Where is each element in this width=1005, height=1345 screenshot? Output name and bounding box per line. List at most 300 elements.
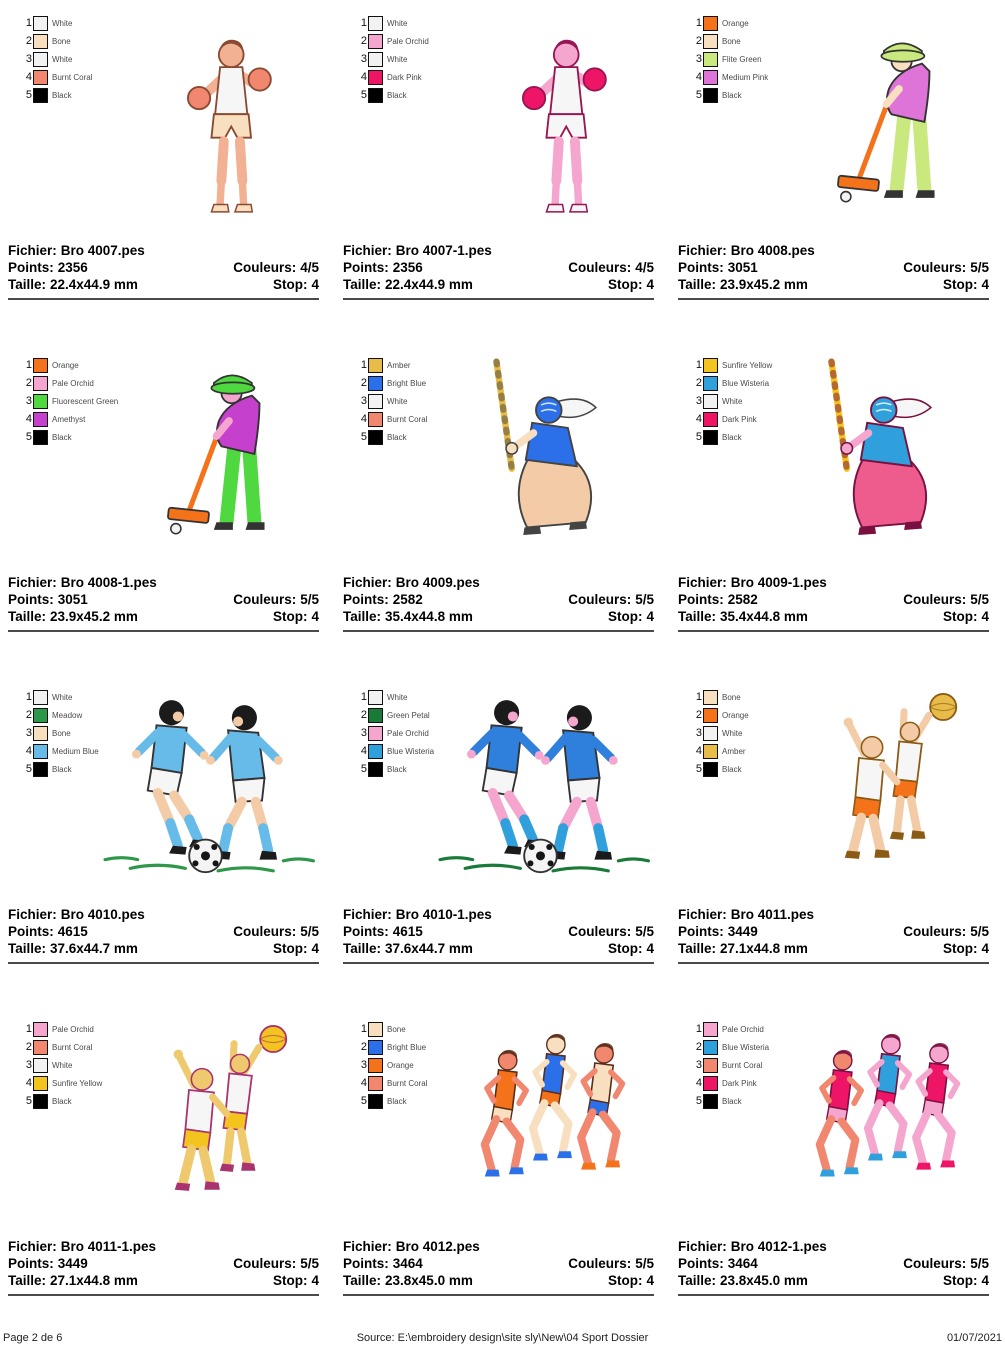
legend-number: 1	[360, 691, 367, 703]
legend-row	[20, 68, 92, 86]
legend-row	[20, 724, 99, 742]
file-value: Bro 4008-1.pes	[60, 575, 157, 590]
color-name: Pale Orchid	[52, 1024, 94, 1034]
couleurs-value: 4/5	[300, 260, 319, 275]
color-name: Burnt Coral	[52, 1042, 93, 1052]
design-info	[343, 574, 654, 632]
file-label: Fichier:	[343, 575, 392, 590]
points-label: Points:	[343, 924, 389, 939]
color-name: Black	[387, 432, 407, 442]
legend-number: 2	[360, 377, 367, 389]
file-label: Fichier:	[678, 243, 727, 258]
design-info	[8, 574, 319, 632]
couleurs-value: 4/5	[635, 260, 654, 275]
embroidery-design-volleyball-players	[132, 1014, 310, 1204]
legend-number: 2	[695, 709, 702, 721]
legend-row	[355, 1038, 427, 1056]
color-swatch	[33, 70, 48, 85]
taille-label: Taille:	[8, 1273, 47, 1288]
color-swatch	[368, 358, 383, 373]
legend-number: 3	[25, 53, 32, 65]
points-value: 3464	[727, 1256, 758, 1271]
legend-number: 3	[695, 395, 702, 407]
color-swatch	[703, 412, 718, 427]
legend-row	[20, 392, 118, 410]
color-swatch	[368, 34, 383, 49]
design-info	[343, 906, 654, 964]
color-name: Medium Pink	[722, 72, 769, 82]
stop-value: 4	[646, 609, 654, 624]
file-label: Fichier:	[343, 243, 392, 258]
legend-number: 1	[360, 359, 367, 371]
legend-number: 4	[360, 745, 367, 757]
legend-row	[355, 356, 427, 374]
couleurs-label: Couleurs:	[233, 924, 297, 939]
design-card	[670, 998, 1005, 1330]
color-swatch	[33, 1040, 48, 1055]
color-name: White	[52, 54, 73, 64]
color-name: Dark Pink	[387, 72, 422, 82]
file-value: Bro 4007.pes	[60, 243, 145, 258]
legend-number: 3	[25, 727, 32, 739]
color-swatch	[33, 690, 48, 705]
footer-source-path: Source: E:\embroidery design\site sly\New\04 Sport Dossier	[356, 1332, 649, 1344]
file-label: Fichier:	[343, 1239, 392, 1254]
color-name: Amethyst	[52, 414, 86, 424]
legend-number: 4	[25, 71, 32, 83]
points-value: 3051	[57, 592, 88, 607]
legend-row	[690, 428, 772, 446]
legend-row	[355, 1056, 427, 1074]
color-swatch	[703, 430, 718, 445]
points-label: Points:	[678, 924, 724, 939]
legend-row	[20, 706, 99, 724]
design-card	[670, 666, 1005, 998]
stop-label: Stop:	[272, 941, 308, 956]
taille-value: 37.6x44.7 mm	[385, 941, 473, 956]
color-name: Bone	[52, 728, 71, 738]
color-swatch	[703, 762, 718, 777]
couleurs-label: Couleurs:	[568, 592, 632, 607]
color-swatch	[33, 1022, 48, 1037]
color-name: Green Petal	[387, 710, 430, 720]
file-value: Bro 4010-1.pes	[395, 907, 492, 922]
color-swatch	[703, 1094, 718, 1109]
legend-row	[690, 1092, 769, 1110]
legend-row	[690, 1020, 769, 1038]
taille-label: Taille:	[678, 941, 717, 956]
color-swatch	[703, 1040, 718, 1055]
legend-row	[20, 356, 118, 374]
legend-number: 5	[360, 763, 367, 775]
stop-label: Stop:	[272, 609, 308, 624]
couleurs-value: 5/5	[635, 592, 654, 607]
points-label: Points:	[8, 260, 54, 275]
taille-label: Taille:	[343, 941, 382, 956]
legend-row	[20, 1056, 102, 1074]
legend-row	[20, 14, 92, 32]
color-name: Blue Wisteria	[387, 746, 435, 756]
color-swatch	[33, 88, 48, 103]
embroidery-design-runners	[463, 1018, 635, 1202]
couleurs-label: Couleurs:	[233, 260, 297, 275]
legend-row	[355, 742, 434, 760]
stop-value: 4	[646, 1273, 654, 1288]
color-swatch	[368, 708, 383, 723]
legend-number: 4	[695, 745, 702, 757]
taille-label: Taille:	[8, 609, 47, 624]
legend-row	[690, 392, 772, 410]
file-label: Fichier:	[678, 1239, 727, 1254]
thread-color-legend	[690, 14, 768, 104]
legend-row	[355, 428, 427, 446]
color-swatch	[368, 1022, 383, 1037]
design-card	[0, 334, 335, 666]
color-name: Bright Blue	[387, 378, 427, 388]
legend-row	[690, 14, 768, 32]
color-swatch	[368, 70, 383, 85]
legend-row	[355, 392, 427, 410]
legend-row	[355, 688, 434, 706]
embroidery-design-croquet-player	[148, 360, 300, 563]
legend-number: 1	[25, 1023, 32, 1035]
legend-row	[20, 688, 99, 706]
legend-number: 1	[695, 17, 702, 29]
legend-row	[20, 1092, 102, 1110]
points-label: Points:	[343, 1256, 389, 1271]
legend-row	[690, 1038, 769, 1056]
color-swatch	[368, 1094, 383, 1109]
file-label: Fichier:	[8, 243, 57, 258]
legend-number: 1	[25, 359, 32, 371]
couleurs-value: 5/5	[970, 260, 989, 275]
color-swatch	[703, 744, 718, 759]
legend-row	[690, 32, 768, 50]
taille-label: Taille:	[343, 609, 382, 624]
color-name: Sunfire Yellow	[722, 360, 773, 370]
color-swatch	[368, 430, 383, 445]
color-swatch	[33, 1094, 48, 1109]
color-swatch	[33, 358, 48, 373]
design-info	[8, 1238, 319, 1296]
legend-row	[690, 50, 768, 68]
color-swatch	[368, 1040, 383, 1055]
color-name: White	[52, 1060, 73, 1070]
legend-number: 2	[25, 377, 32, 389]
thread-color-legend	[355, 688, 434, 778]
taille-value: 37.6x44.7 mm	[50, 941, 138, 956]
color-name: Medium Blue	[52, 746, 99, 756]
taille-value: 35.4x44.8 mm	[385, 609, 473, 624]
legend-row	[690, 688, 749, 706]
legend-number: 1	[25, 17, 32, 29]
design-card	[335, 998, 670, 1330]
taille-value: 27.1x44.8 mm	[720, 941, 808, 956]
legend-row	[355, 68, 429, 86]
points-value: 3449	[727, 924, 758, 939]
color-swatch	[368, 394, 383, 409]
thread-color-legend	[355, 356, 427, 446]
color-name: Sunfire Yellow	[52, 1078, 103, 1088]
couleurs-value: 5/5	[300, 924, 319, 939]
legend-number: 5	[695, 763, 702, 775]
legend-number: 4	[695, 1077, 702, 1089]
embroidery-design-runners	[798, 1018, 970, 1202]
design-card	[335, 2, 670, 334]
color-swatch	[703, 16, 718, 31]
color-name: Blue Wisteria	[722, 378, 770, 388]
stop-label: Stop:	[272, 277, 308, 292]
color-swatch	[703, 358, 718, 373]
legend-row	[690, 706, 749, 724]
taille-label: Taille:	[8, 941, 47, 956]
couleurs-value: 5/5	[970, 592, 989, 607]
thread-color-legend	[20, 14, 92, 104]
color-swatch	[368, 1058, 383, 1073]
couleurs-label: Couleurs:	[903, 1256, 967, 1271]
embroidery-design-kendo-fencer	[788, 354, 954, 558]
legend-number: 4	[25, 745, 32, 757]
color-name: Black	[52, 764, 72, 774]
color-swatch	[33, 34, 48, 49]
legend-number: 3	[25, 395, 32, 407]
stop-value: 4	[646, 941, 654, 956]
taille-label: Taille:	[343, 1273, 382, 1288]
file-label: Fichier:	[678, 907, 727, 922]
color-swatch	[368, 376, 383, 391]
color-name: Bright Blue	[387, 1042, 427, 1052]
legend-row	[690, 410, 772, 428]
color-name: Fluorescent Green	[52, 396, 119, 406]
legend-number: 3	[25, 1059, 32, 1071]
taille-value: 22.4x44.9 mm	[385, 277, 473, 292]
stop-value: 4	[311, 941, 319, 956]
color-swatch	[703, 394, 718, 409]
legend-number: 2	[360, 1041, 367, 1053]
color-swatch	[33, 726, 48, 741]
legend-number: 1	[695, 691, 702, 703]
legend-number: 1	[25, 691, 32, 703]
points-label: Points:	[678, 260, 724, 275]
taille-value: 35.4x44.8 mm	[720, 609, 808, 624]
stop-label: Stop:	[607, 1273, 643, 1288]
color-swatch	[703, 726, 718, 741]
couleurs-value: 5/5	[300, 1256, 319, 1271]
points-label: Points:	[8, 924, 54, 939]
file-label: Fichier:	[8, 907, 57, 922]
stop-value: 4	[311, 609, 319, 624]
couleurs-label: Couleurs:	[903, 592, 967, 607]
color-name: Bone	[722, 692, 741, 702]
legend-number: 2	[25, 35, 32, 47]
legend-row	[20, 1020, 102, 1038]
legend-row	[355, 410, 427, 428]
legend-row	[690, 724, 749, 742]
points-label: Points:	[678, 592, 724, 607]
legend-number: 3	[360, 1059, 367, 1071]
legend-row	[355, 86, 429, 104]
color-swatch	[703, 1076, 718, 1091]
legend-row	[20, 374, 118, 392]
design-info	[678, 242, 989, 300]
taille-value: 23.9x45.2 mm	[50, 609, 138, 624]
color-swatch	[703, 70, 718, 85]
footer-page-number: Page 2 de 6	[3, 1332, 63, 1344]
couleurs-value: 5/5	[635, 1256, 654, 1271]
color-name: Pale Orchid	[387, 36, 429, 46]
couleurs-label: Couleurs:	[568, 260, 632, 275]
color-swatch	[703, 708, 718, 723]
taille-label: Taille:	[678, 609, 717, 624]
color-swatch	[368, 412, 383, 427]
legend-row	[690, 86, 768, 104]
legend-row	[355, 706, 434, 724]
stop-value: 4	[981, 941, 989, 956]
legend-number: 4	[360, 1077, 367, 1089]
file-label: Fichier:	[678, 575, 727, 590]
legend-number: 2	[25, 1041, 32, 1053]
embroidery-design-kendo-fencer	[453, 354, 619, 558]
color-name: White	[387, 692, 408, 702]
color-swatch	[703, 88, 718, 103]
legend-row	[20, 428, 118, 446]
design-card	[335, 334, 670, 666]
color-name: Burnt Coral	[722, 1060, 763, 1070]
stop-label: Stop:	[607, 277, 643, 292]
color-swatch	[368, 16, 383, 31]
color-name: Black	[722, 90, 742, 100]
color-name: White	[387, 396, 408, 406]
design-info	[8, 242, 319, 300]
stop-value: 4	[981, 277, 989, 292]
file-value: Bro 4012-1.pes	[730, 1239, 827, 1254]
legend-row	[690, 1074, 769, 1092]
legend-number: 5	[360, 1095, 367, 1107]
page-footer	[0, 1332, 1005, 1344]
legend-number: 2	[360, 35, 367, 47]
couleurs-label: Couleurs:	[568, 1256, 632, 1271]
color-swatch	[368, 690, 383, 705]
embroidery-design-soccer-players	[430, 680, 656, 881]
color-swatch	[33, 16, 48, 31]
taille-value: 23.8x45.0 mm	[720, 1273, 808, 1288]
design-card	[0, 2, 335, 334]
legend-number: 1	[360, 17, 367, 29]
color-name: Orange	[387, 1060, 414, 1070]
thread-color-legend	[690, 356, 772, 446]
thread-color-legend	[355, 14, 429, 104]
legend-number: 5	[360, 431, 367, 443]
color-name: Pale Orchid	[387, 728, 429, 738]
points-label: Points:	[343, 260, 389, 275]
points-value: 2582	[392, 592, 423, 607]
couleurs-value: 5/5	[970, 924, 989, 939]
legend-row	[355, 760, 434, 778]
color-swatch	[703, 690, 718, 705]
legend-number: 4	[25, 1077, 32, 1089]
color-name: Black	[722, 432, 742, 442]
legend-row	[20, 760, 99, 778]
design-info	[8, 906, 319, 964]
taille-label: Taille:	[343, 277, 382, 292]
color-name: Black	[52, 90, 72, 100]
color-swatch	[368, 726, 383, 741]
stop-value: 4	[981, 609, 989, 624]
color-name: White	[52, 692, 73, 702]
stop-value: 4	[981, 1273, 989, 1288]
stop-value: 4	[646, 277, 654, 292]
color-swatch	[33, 1058, 48, 1073]
legend-number: 2	[695, 377, 702, 389]
legend-row	[690, 356, 772, 374]
legend-row	[355, 14, 429, 32]
color-name: Black	[722, 764, 742, 774]
legend-row	[20, 742, 99, 760]
legend-number: 1	[360, 1023, 367, 1035]
color-swatch	[33, 744, 48, 759]
stop-value: 4	[311, 1273, 319, 1288]
legend-number: 1	[695, 359, 702, 371]
legend-row	[690, 68, 768, 86]
design-info	[678, 906, 989, 964]
color-swatch	[368, 88, 383, 103]
stop-label: Stop:	[942, 609, 978, 624]
color-name: Burnt Coral	[387, 1078, 428, 1088]
legend-row	[355, 724, 434, 742]
taille-value: 23.8x45.0 mm	[385, 1273, 473, 1288]
design-card	[670, 334, 1005, 666]
legend-row	[355, 1074, 427, 1092]
design-info	[343, 242, 654, 300]
color-name: Black	[387, 1096, 407, 1106]
points-value: 4615	[57, 924, 88, 939]
points-label: Points:	[343, 592, 389, 607]
couleurs-label: Couleurs:	[233, 1256, 297, 1271]
color-swatch	[703, 1058, 718, 1073]
couleurs-value: 5/5	[635, 924, 654, 939]
embroidery-design-volleyball-players	[802, 682, 980, 872]
points-value: 2356	[57, 260, 88, 275]
color-name: Black	[722, 1096, 742, 1106]
color-name: Dark Pink	[722, 1078, 757, 1088]
embroidery-design-croquet-player	[818, 28, 970, 231]
color-name: Orange	[722, 710, 749, 720]
footer-date: 01/07/2021	[946, 1332, 1002, 1344]
legend-number: 5	[360, 89, 367, 101]
file-value: Bro 4011-1.pes	[60, 1239, 157, 1254]
design-info	[678, 574, 989, 632]
legend-number: 5	[25, 89, 32, 101]
color-name: White	[52, 18, 73, 28]
color-swatch	[33, 376, 48, 391]
color-name: White	[387, 54, 408, 64]
thread-color-legend	[690, 688, 749, 778]
stop-label: Stop:	[942, 941, 978, 956]
color-name: Flite Green	[722, 54, 762, 64]
legend-number: 4	[695, 71, 702, 83]
legend-number: 3	[695, 727, 702, 739]
stop-label: Stop:	[607, 941, 643, 956]
color-name: Pale Orchid	[722, 1024, 764, 1034]
legend-number: 3	[360, 727, 367, 739]
taille-value: 23.9x45.2 mm	[720, 277, 808, 292]
legend-number: 2	[695, 1041, 702, 1053]
legend-number: 5	[695, 431, 702, 443]
taille-value: 27.1x44.8 mm	[50, 1273, 138, 1288]
color-swatch	[703, 52, 718, 67]
color-swatch	[703, 1022, 718, 1037]
legend-row	[20, 50, 92, 68]
